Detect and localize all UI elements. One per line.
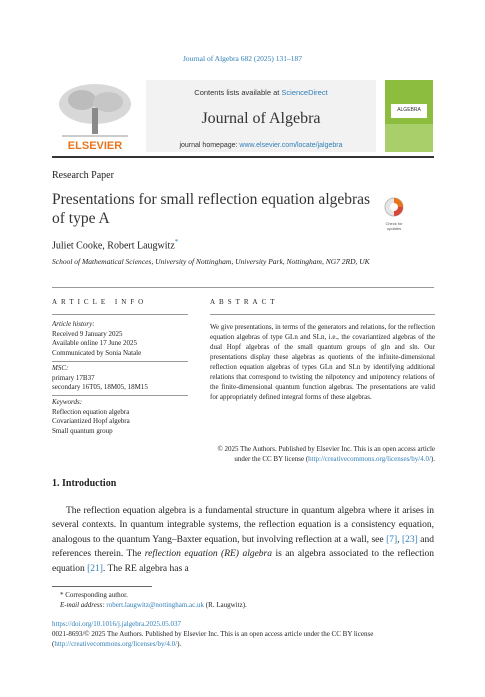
online-date: Available online 17 June 2025 <box>52 339 138 347</box>
author-names: Juliet Cooke, Robert Laugwitz <box>52 240 175 252</box>
cover-text: ALGEBRA <box>397 107 421 113</box>
keyword: Reflection equation algebra <box>52 407 130 416</box>
communicated-by: Communicated by Sonia Natale <box>52 348 142 357</box>
check-updates-label: Check for updates <box>385 221 403 231</box>
affiliation: School of Mathematical Sciences, University of Nottingham, University Park, Nottingham, NG7 2RD, UK <box>52 257 370 266</box>
keywords-label: Keywords: <box>52 398 83 406</box>
info-rule-3 <box>52 395 188 396</box>
homepage-link[interactable]: www.elsevier.com/locate/jalgebra <box>239 142 343 149</box>
msc-primary: primary 17B37 <box>52 373 95 382</box>
keywords <box>52 398 188 436</box>
issn-text: 0021-8693/© 2025 The Authors. Published by Elsevier Inc. This is an open access article under the CC BY license ( <box>52 630 374 648</box>
elsevier-tree-logo <box>52 80 138 152</box>
article-type: Research Paper <box>52 170 114 181</box>
citation-link[interactable]: [7] <box>386 534 398 545</box>
authors <box>52 238 178 251</box>
intro-paragraph <box>52 504 434 576</box>
doi-link[interactable]: https://doi.org/10.1016/j.jalgebra.2025.05.037 <box>52 620 181 628</box>
header-rule <box>52 156 434 158</box>
msc-codes <box>52 364 188 393</box>
copyright-end: ). <box>430 455 435 463</box>
emphasis-term: reflection equation (RE) algebra <box>144 549 272 560</box>
article-info-heading: ARTICLE INFO <box>52 298 148 306</box>
abstract-heading: ABSTRACT <box>210 298 279 306</box>
intro-text: and references therein. The <box>52 534 435 560</box>
journal-citation[interactable]: Journal of Algebra 682 (2025) 131–187 <box>183 54 302 63</box>
info-rule <box>52 314 188 315</box>
email-suffix: (R. Laugwitz). <box>204 601 247 609</box>
msc-label: MSC: <box>52 364 69 372</box>
footnote-rule <box>52 586 152 587</box>
keyword: Small quantum group <box>52 426 113 435</box>
abstract-text: We give presentations, in terms of the generators and relations, for the reflection equation algebras of type GLn and SLn, i.e., the covariantized algebras of the dual Hopf algebras of the small quantum groups of gln and sln. Our presentations display these algebras as quotients of the infinite-dimensional reflection equation algebras of types GLn and SLn by identifying additional relations that correspond to twisting the nilpotency and unipotency relations of the finite-dimensional quantum function algebras. The presentations are valid for appropriately defined integral forms of these algebras. <box>210 323 435 401</box>
issn-end: ). <box>177 640 182 648</box>
check-for-updates-badge[interactable] <box>383 197 405 231</box>
abstract-rule <box>210 314 435 315</box>
section-heading: 1. Introduction <box>52 478 117 489</box>
publisher-name: ELSEVIER <box>67 140 123 152</box>
copyright-text: © 2025 The Authors. Published by Elsevier Inc. This is an open access article under the CC BY license ( <box>217 445 435 463</box>
msc-secondary: secondary 16T05, 18M05, 18M15 <box>52 383 148 391</box>
journal-title: Journal of Algebra <box>201 110 321 127</box>
sciencedirect-link[interactable]: ScienceDirect <box>281 88 328 97</box>
issn-license <box>52 629 434 649</box>
email-footnote <box>60 600 247 610</box>
journal-cover-thumbnail <box>385 80 433 152</box>
intro-text: The reflection equation algebra is a fundamental structure in quantum algebra where it arises in several contexts. In quantum integrable systems, the reflection equation is a consistency equation, analogous to the quantum Yang–Baxter equation, but involving reflection at a wall, see <box>52 506 434 545</box>
license-link[interactable]: http://creativecommons.org/licenses/by/4.0/ <box>54 640 178 648</box>
history-label: Article history: <box>52 320 95 328</box>
intro-text: . The RE algebra has a <box>102 563 189 574</box>
citation-separator: , <box>397 534 402 545</box>
citation-link[interactable]: [21] <box>87 563 103 574</box>
intro-text: is an algebra associated to the reflection equation <box>52 549 434 574</box>
abstract-copyright <box>210 444 435 464</box>
homepage-prefix: journal homepage: <box>179 142 240 149</box>
keyword: Covariantized Hopf algebra <box>52 417 130 425</box>
journal-homepage <box>146 142 376 149</box>
check-updates-icon <box>383 197 405 217</box>
section-rule <box>52 287 434 288</box>
info-rule-2 <box>52 361 188 362</box>
corresponding-footnote: * Corresponding author. <box>60 591 128 599</box>
license-link[interactable]: http://creativecommons.org/licenses/by/4.0/ <box>308 455 431 463</box>
corresponding-author-mark[interactable]: * <box>174 238 179 246</box>
article-history <box>52 320 188 358</box>
article-title: Presentations for small reflection equation algebras of type A <box>52 191 371 227</box>
email-label: E-mail address: <box>60 601 107 609</box>
contents-prefix: Contents lists available at <box>194 88 282 97</box>
email-link[interactable]: robert.laugwitz@nottingham.ac.uk <box>106 601 205 609</box>
contents-line <box>146 88 376 97</box>
received-date: Received 9 January 2025 <box>52 329 123 338</box>
citation-link[interactable]: [23] <box>402 534 418 545</box>
